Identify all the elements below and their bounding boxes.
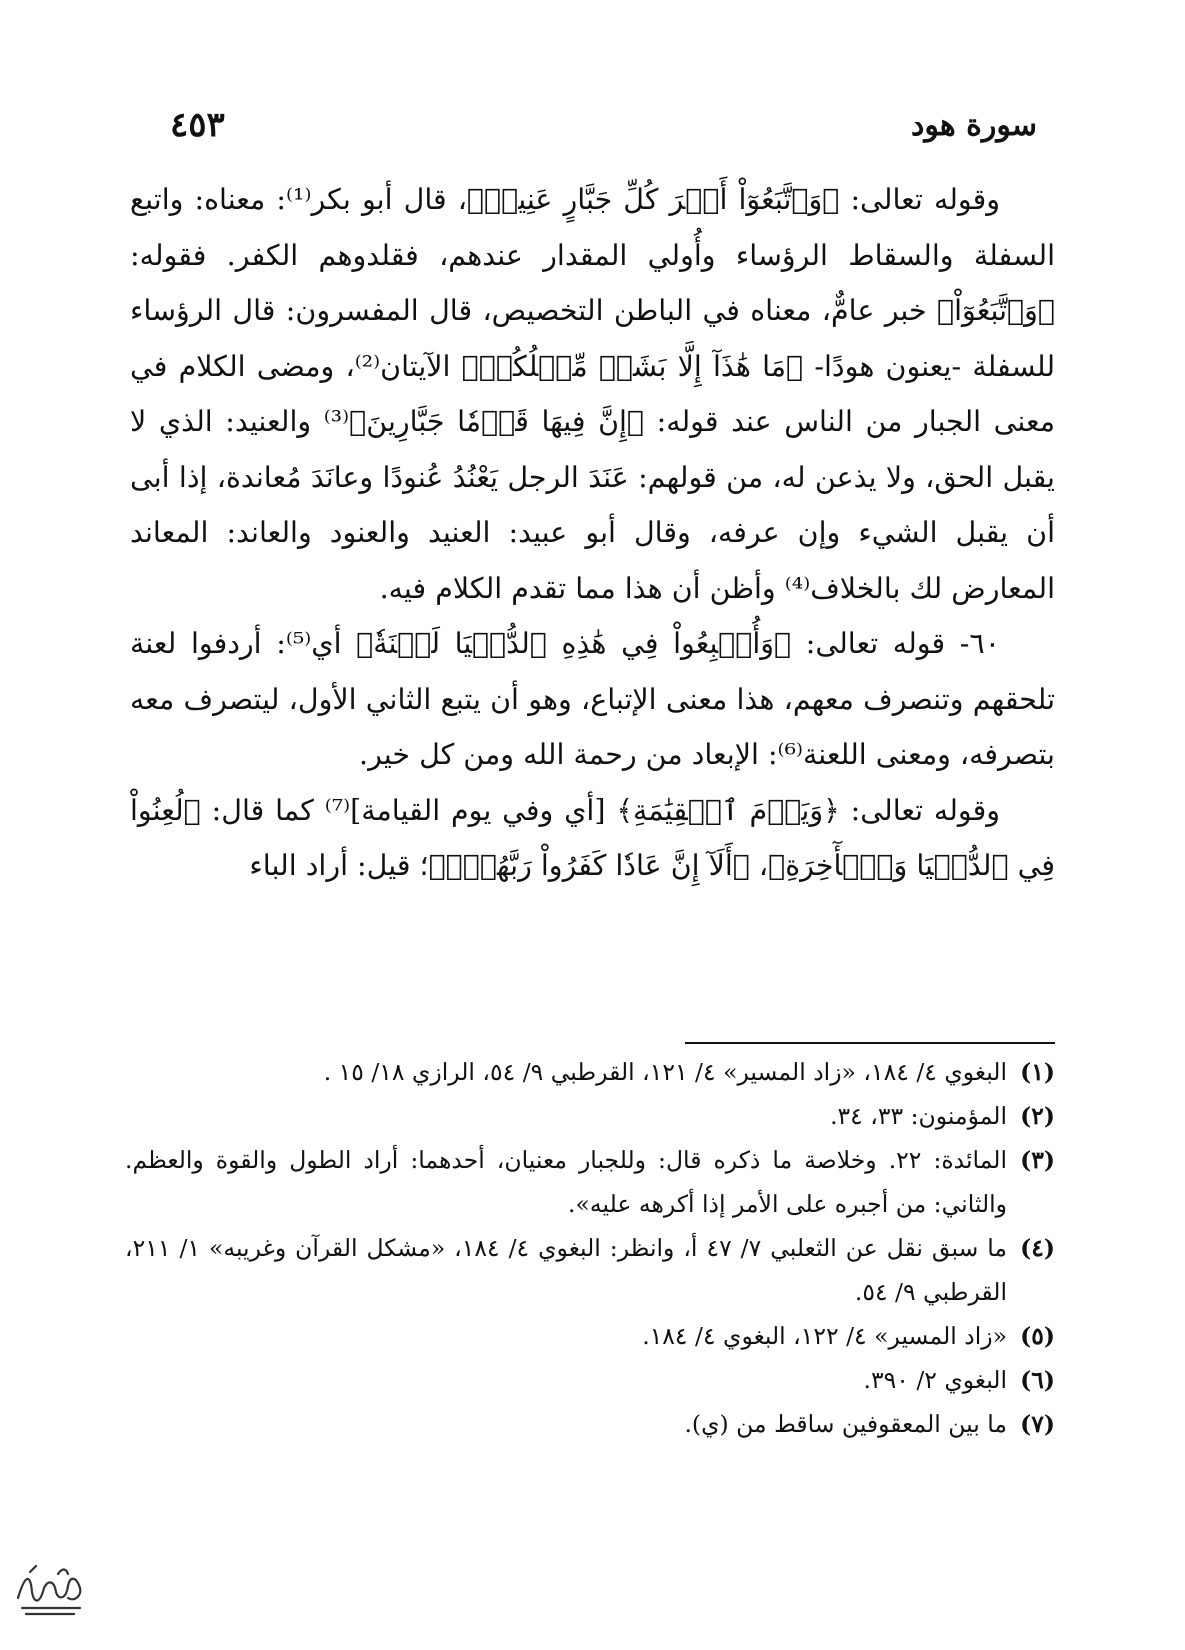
footnote	[125, 1094, 1055, 1138]
footnote-number: (٣)	[1020, 1146, 1055, 1174]
footnote-number: (٧)	[1020, 1410, 1055, 1438]
footnote-number: (٦)	[1020, 1366, 1055, 1394]
footnote	[125, 1402, 1055, 1446]
footnote-number: (٤)	[1020, 1234, 1055, 1262]
footnote-text: ما سبق نقل عن الثعلبي ٧/ ٤٧ أ، وانظر: البغوي ٤/ ١٨٤، «مشكل القرآن وغريبه» ١/ ٢١١، القرطبي ٩/ ٥٤.	[125, 1234, 1007, 1306]
calligraphy-logo-icon	[10, 1558, 90, 1620]
paragraph: وقوله تعالى: ﴿وَيَوۡمَ ٱلۡقِيَٰمَةِ﴾ [أي وفي يوم القيامة]⁽⁷⁾ كما قال: ﴿لُعِنُواْ فِي ٱلدُّنۡيَا وَٱلۡأٓخِرَةِ﴾، ﴿أَلَآ إِنَّ عَادٗا كَفَرُواْ رَبَّهُمۡۗ﴾؛ قيل: أراد الباء	[130, 793, 1055, 882]
surah-title: سورة هود	[911, 107, 1037, 143]
footnote-text: البغوي ٢/ ٣٩٠.	[863, 1366, 1007, 1394]
paragraph: ٦٠- قوله تعالى: ﴿وَأُتۡبِعُواْ فِي هَٰذِهِ ٱلدُّنۡيَا لَعۡنَةٗ﴾ أي⁽⁵⁾: أردفوا لعنة تلحقهم وتنصرف معهم، هذا معنى الإتباع، وهو أن يتبع الثاني الأول، ليتصرف معه بتصرفه، ومعنى اللعنة⁽⁶⁾: الإبعاد من رحمة الله ومن كل خير.	[130, 627, 1055, 771]
footnote-number: (٥)	[1020, 1322, 1055, 1350]
footnote-text: المؤمنون: ٣٣، ٣٤.	[830, 1102, 1007, 1130]
footnote-text: «زاد المسير» ٤/ ١٢٢، البغوي ٤/ ١٨٤.	[642, 1322, 1007, 1350]
footnotes	[125, 1050, 1055, 1446]
footnote	[125, 1314, 1055, 1358]
footnote-number: (٢)	[1020, 1102, 1055, 1130]
footnote	[125, 1050, 1055, 1094]
paragraph: وقوله تعالى: ﴿وَٱتَّبَعُوٓاْ أَمۡرَ كُلِّ جَبَّارٍ عَنِيدٖ﴾، قال أبو بكر⁽¹⁾: معناه: واتبع السفلة والسقاط الرؤساء وأُولي المقدار عندهم، فقلدوهم الكفر. فقوله: ﴿وَٱتَّبَعُوٓاْ﴾ خبر عامٌّ، معناه في الباطن التخصيص، قال المفسرون: قال الرؤساء للسفلة -يعنون هودًا- ﴿مَا هَٰذَآ إِلَّا بَشَرٞ مِّثۡلُكُمۡ﴾ الآيتان⁽²⁾، ومضى الكلام في معنى الجبار من الناس عند قوله: ﴿إِنَّ فِيهَا قَوۡمٗا جَبَّارِينَ﴾⁽³⁾ والعنيد: الذي لا يقبل الحق، ولا يذعن له، من قولهم: عَنَدَ الرجل يَعْنُدُ عُنودًا وعانَدَ مُعاندة، إذا أبى أن يقبل الشيء وإن عرفه، وقال أبو عبيد: العنيد والعنود والعاند: المعاند المعارض لك بالخلاف⁽⁴⁾ وأظن أن هذا مما تقدم الكلام فيه.	[130, 183, 1056, 605]
page-header	[170, 100, 1037, 150]
footnote-text: ما بين المعقوفين ساقط من (ي).	[684, 1410, 1007, 1438]
footnote-number: (١)	[1020, 1058, 1055, 1086]
footnote	[125, 1358, 1055, 1402]
body-text	[130, 172, 1055, 894]
watermark-logo	[10, 1558, 90, 1620]
page-number: ٤٥٣	[170, 105, 225, 145]
footnote	[125, 1138, 1055, 1226]
footnote-divider	[685, 1042, 1055, 1044]
footnote-text: البغوي ٤/ ١٨٤، «زاد المسير» ٤/ ١٢١، القرطبي ٩/ ٥٤، الرازي ١٨/ ١٥ .	[323, 1058, 1007, 1086]
footnote-text: المائدة: ٢٢. وخلاصة ما ذكره قال: وللجبار معنيان، أحدهما: أراد الطول والقوة والعظم. والثاني: من أجبره على الأمر إذا أكرهه عليه».	[125, 1146, 1007, 1218]
footnote	[125, 1226, 1055, 1314]
